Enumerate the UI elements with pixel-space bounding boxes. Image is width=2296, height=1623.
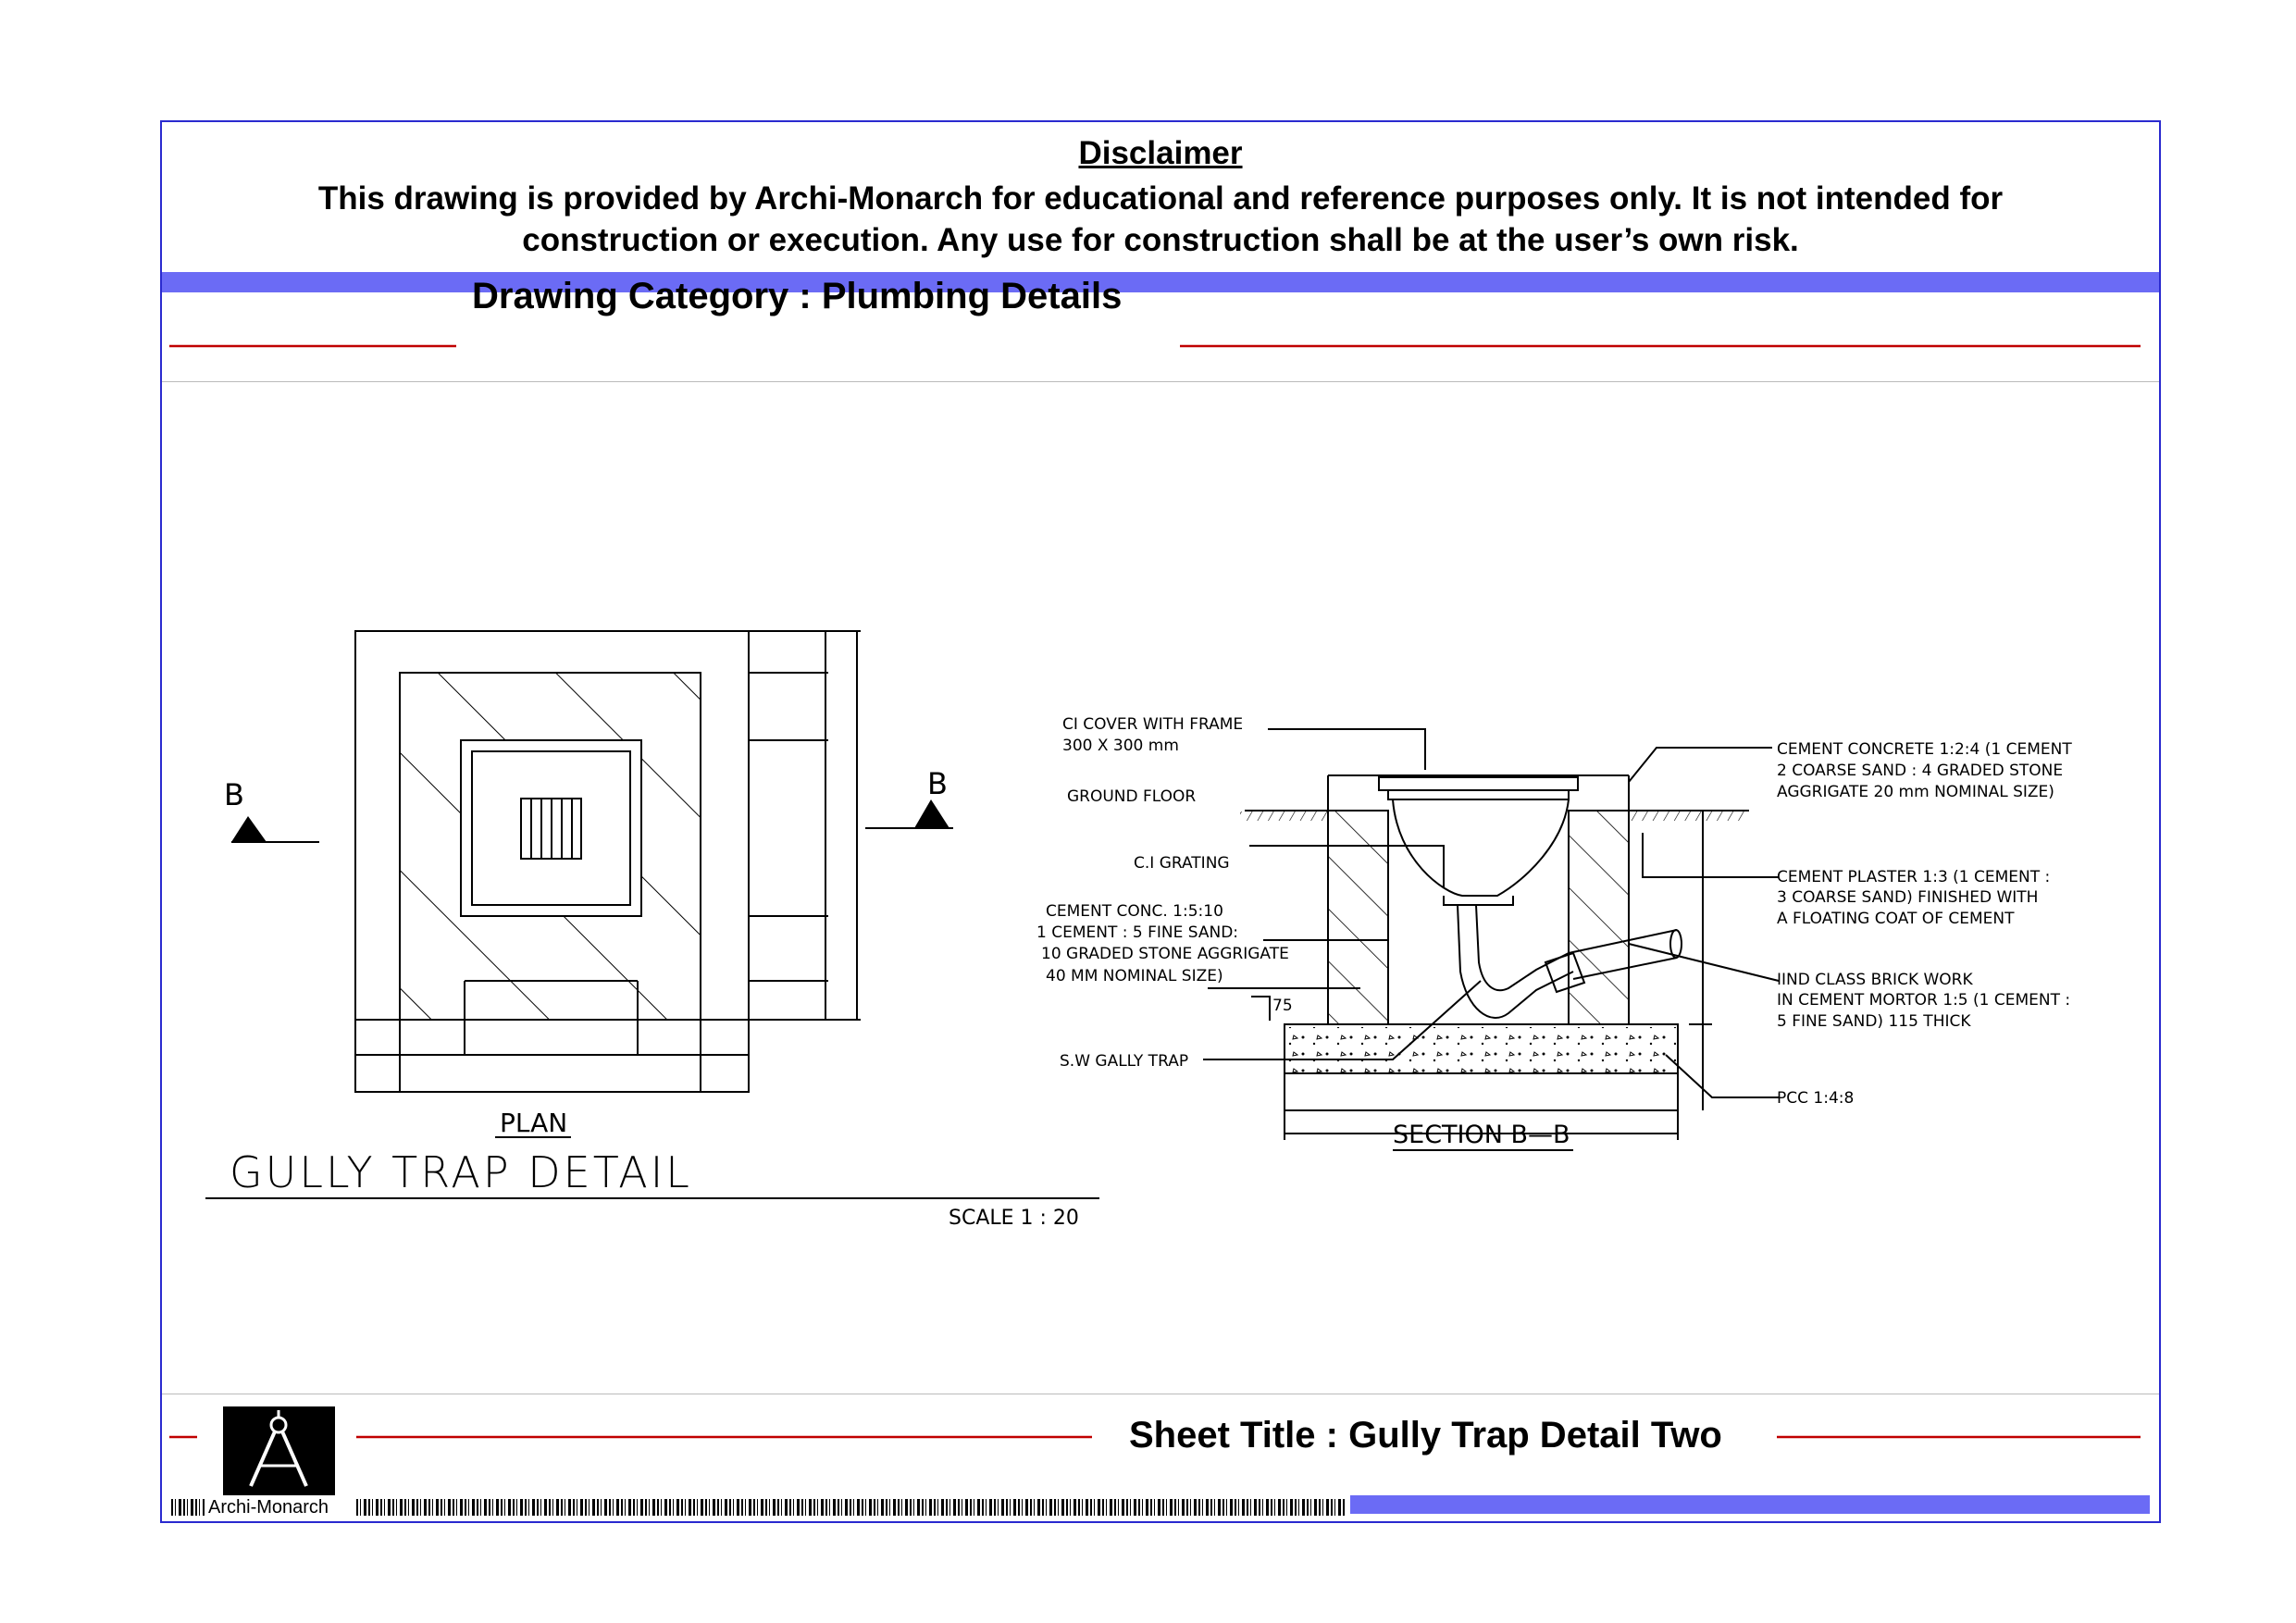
svg-text:CEMENT PLASTER 1:3 (1 CEME: CEMENT PLASTER 1:3 (1 CEMENT : [1777, 868, 2051, 886]
svg-text:CI COVER WITH FRAME: CI COVER WITH FRAME [1062, 715, 1244, 734]
drawing-title: GULLY TRAP DETAIL [230, 1147, 692, 1197]
drawing-scale: SCALE 1 : 20 [949, 1207, 1079, 1230]
section-arrow-left-icon [231, 816, 267, 842]
section-mark-right: B [927, 766, 948, 801]
plan-label: PLAN [500, 1108, 568, 1138]
plan-view [231, 631, 953, 1092]
section-arrow-right-icon [914, 799, 949, 828]
section-mark-left: B [224, 777, 244, 812]
sheet-title: Sheet Title : Gully Trap Detail Two [1129, 1415, 1722, 1456]
section-label: SECTION B—B [1393, 1121, 1570, 1149]
svg-text:S.W GALLY TRAP: S.W GALLY TRAP [1060, 1052, 1189, 1071]
svg-text:300 X 300 mm: 300 X 300 mm [1062, 737, 1179, 755]
svg-text:75: 75 [1272, 997, 1293, 1015]
svg-text:40 MM NOMINAL SIZE): 40 MM NOMINAL SIZE) [1046, 967, 1223, 985]
logo-wordmark: Archi-Monarch [208, 1497, 329, 1518]
ground-hatch-right [1629, 812, 1747, 821]
svg-text:3 COARSE SAND) FINISHED WI: 3 COARSE SAND) FINISHED WITH [1777, 888, 2039, 907]
svg-text:A FLOATING COAT OF CEMENT: A FLOATING COAT OF CEMENT [1777, 910, 2015, 928]
drawing-category-title: Drawing Category : Plumbing Details [472, 276, 1123, 316]
disclaimer-text: This drawing is provided by Archi-Monarch for educational and reference purposes only. It is not intended for construction or execution. Any use for construction shall be at the user’s own risk. [317, 180, 2004, 258]
svg-text:2 COARSE SAND : 4 GRADED: 2 COARSE SAND : 4 GRADED STONE [1777, 762, 2064, 780]
svg-text:C.I GRATING: C.I GRATING [1134, 854, 1230, 873]
svg-text:AGGRIGATE 20 mm NOMINAL SI: AGGRIGATE 20 mm NOMINAL SIZE) [1777, 783, 2054, 801]
svg-text:1 CEMENT : 5 FINE SAND:: 1 CEMENT : 5 FINE SAND: [1036, 923, 1239, 942]
svg-text:5 FINE SAND) 115 THICK: 5 FINE SAND) 115 THICK [1777, 1012, 1971, 1031]
svg-text:IN CEMENT MORTOR 1:5 (1 C: IN CEMENT MORTOR 1:5 (1 CEMENT : [1777, 991, 2071, 1010]
ground-hatch-left [1240, 812, 1328, 821]
svg-text:IIND CLASS BRICK WORK: IIND CLASS BRICK WORK [1777, 971, 1973, 989]
section-view [1203, 729, 1779, 1140]
svg-text:PCC 1:4:8: PCC 1:4:8 [1777, 1089, 1855, 1108]
svg-text:10 GRADED STONE AGGRIGATE: 10 GRADED STONE AGGRIGATE [1041, 945, 1289, 963]
svg-text:CEMENT CONC. 1:5:10: CEMENT CONC. 1:5:10 [1046, 902, 1223, 921]
disclaimer-title: Disclaimer [1078, 135, 1243, 171]
svg-text:CEMENT CONCRETE 1:2:4 (1 C: CEMENT CONCRETE 1:2:4 (1 CEMENT [1777, 740, 2072, 759]
svg-text:GROUND FLOOR: GROUND FLOOR [1067, 787, 1197, 806]
